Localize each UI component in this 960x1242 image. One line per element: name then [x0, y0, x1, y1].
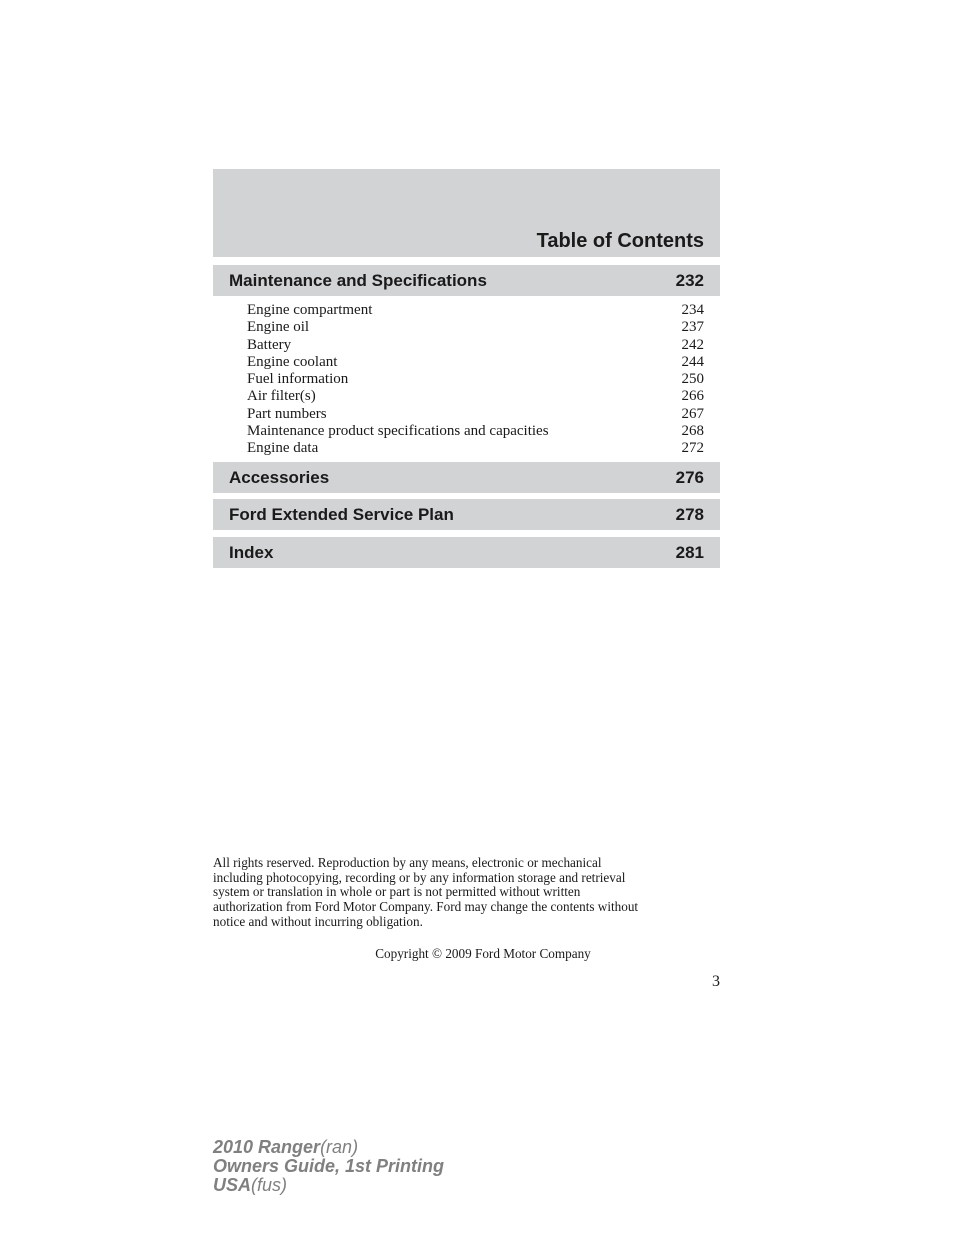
section-page: 276	[675, 468, 704, 487]
section-page: 278	[675, 505, 704, 524]
entry-label: Engine data	[247, 440, 319, 457]
footer-market: USA	[213, 1175, 252, 1195]
entry-label: Battery	[247, 336, 292, 353]
list-item[interactable]	[247, 371, 704, 388]
list-item[interactable]	[247, 337, 704, 354]
list-item[interactable]	[247, 423, 704, 440]
section-title: Maintenance and Specifications	[229, 271, 487, 290]
entry-label: Engine coolant	[247, 353, 338, 370]
notice-line: system or translation in whole or part is not permitted without written	[213, 884, 581, 900]
footer-line-market	[213, 1176, 444, 1195]
section-maintenance[interactable]	[213, 265, 720, 296]
list-item[interactable]	[247, 406, 704, 423]
entry-label: Air filter(s)	[247, 388, 316, 405]
list-item[interactable]	[247, 319, 704, 336]
copyright: Copyright © 2009 Ford Motor Company	[375, 946, 591, 961]
notice-line: authorization from Ford Motor Company. Ford may change the contents without	[213, 899, 639, 915]
header-band	[213, 169, 720, 257]
entry-page: 267	[681, 405, 704, 422]
entry-page: 237	[681, 319, 704, 336]
entry-page: 242	[681, 336, 704, 353]
section-page: 281	[675, 543, 704, 562]
section-title: Ford Extended Service Plan	[229, 505, 454, 524]
entry-page: 244	[681, 353, 704, 370]
notice-line: including photocopying, recording or by any information storage and retrieval	[213, 869, 626, 885]
list-item[interactable]	[247, 302, 704, 319]
section-accessories[interactable]	[213, 462, 720, 493]
footer-market-code: (fus)	[251, 1175, 288, 1195]
entry-page: 234	[681, 302, 704, 318]
section-extended-service-plan[interactable]	[213, 499, 720, 530]
page-title: Table of Contents	[536, 230, 704, 252]
entry-label: Part numbers	[247, 405, 327, 422]
section-page: 232	[675, 271, 704, 290]
page-number: 3	[712, 973, 720, 990]
footer-model: 2010 Ranger	[213, 1137, 321, 1157]
notice-line: All rights reserved. Reproduction by any means, electronic or mechanical	[213, 855, 602, 870]
list-item[interactable]	[247, 388, 704, 405]
entry-page: 266	[681, 388, 704, 405]
section-index[interactable]	[213, 537, 720, 568]
print-footer	[213, 1138, 444, 1195]
footer-line-model	[213, 1138, 444, 1157]
notice-line: notice and without incurring obligation.	[213, 913, 423, 929]
entry-label: Engine compartment	[247, 302, 373, 318]
footer-model-code: (ran)	[320, 1137, 359, 1157]
entry-page: 268	[681, 423, 704, 440]
footer-line-edition: Owners Guide, 1st Printing	[213, 1156, 445, 1176]
entry-label: Maintenance product specifications and capacities	[247, 423, 549, 440]
entry-list	[247, 302, 704, 458]
rights-notice	[213, 856, 733, 930]
list-item[interactable]	[247, 440, 704, 457]
entry-page: 272	[681, 440, 704, 457]
entry-page: 250	[681, 371, 704, 388]
entry-label: Fuel information	[247, 371, 349, 388]
section-title: Index	[229, 543, 274, 562]
section-title: Accessories	[229, 468, 330, 487]
entry-label: Engine oil	[247, 319, 310, 336]
list-item[interactable]	[247, 354, 704, 371]
